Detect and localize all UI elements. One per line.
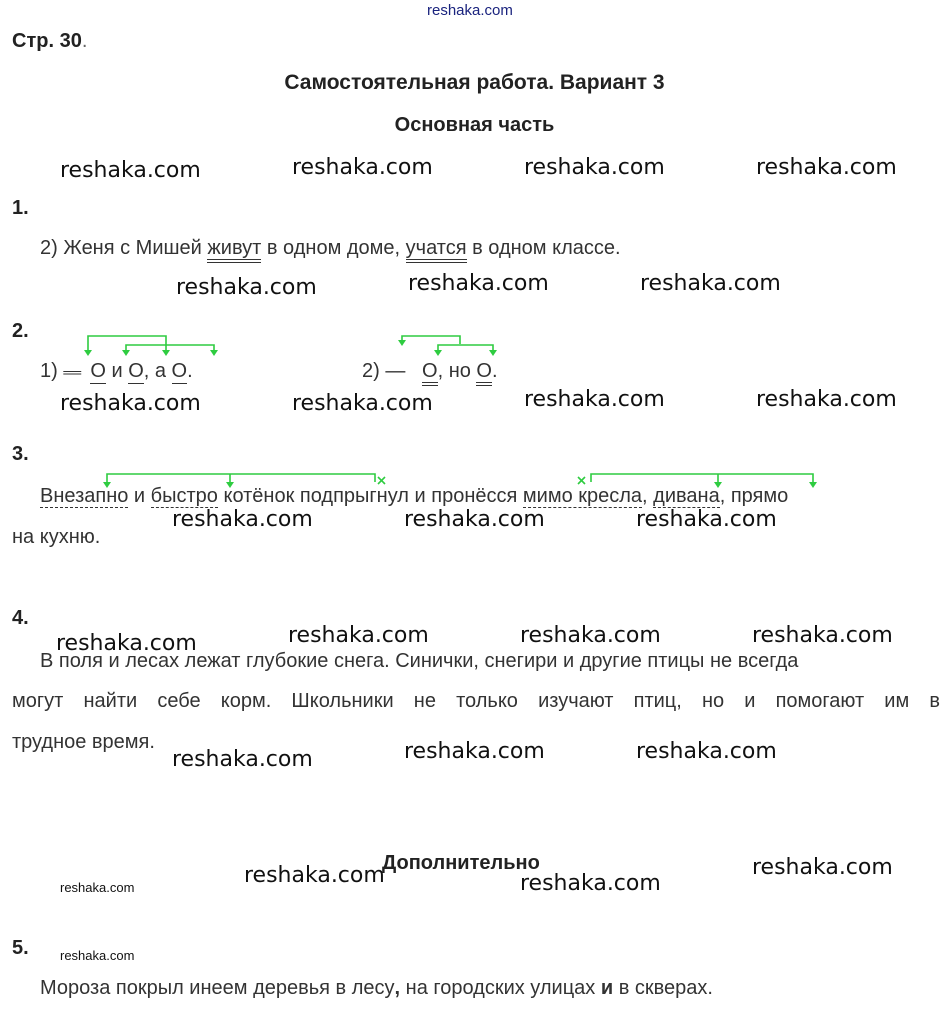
scheme1-comma-a: , а xyxy=(143,360,172,382)
watermark: reshaka.com xyxy=(756,387,897,412)
task3-bracket-2 xyxy=(591,474,813,484)
task3-t1: и xyxy=(128,485,151,507)
watermark: reshaka.com xyxy=(524,387,665,412)
predicate-1: живут xyxy=(207,237,261,263)
adverbial-1: Внезапно xyxy=(40,485,129,507)
watermark: reshaka.com xyxy=(636,507,777,532)
watermark: reshaka.com xyxy=(292,391,433,416)
watermark: reshaka.com xyxy=(244,863,385,888)
watermark: reshaka.com xyxy=(756,155,897,180)
watermark: reshaka.com xyxy=(520,871,661,896)
scheme2-dot: . xyxy=(491,360,498,382)
watermark: reshaka.com xyxy=(408,271,549,296)
watermark: reshaka.com xyxy=(520,623,661,648)
adverbial-3: мимо кресла xyxy=(522,485,643,507)
watermark: reshaka.com xyxy=(60,158,201,183)
predicate-2: учатся xyxy=(406,237,467,263)
watermark: reshaka.com xyxy=(640,271,781,296)
top-watermark[interactable]: reshaka.com xyxy=(427,2,513,19)
task3-line1 xyxy=(40,485,788,508)
watermark: reshaka.com xyxy=(172,507,313,532)
task4-line1: В поля и лесах лежат глубокие снега. Синички, снегири и другие птицы не всегда xyxy=(40,650,799,672)
task-number-1: 1. xyxy=(12,197,29,219)
task4-line3: трудное время. xyxy=(12,731,155,753)
watermark: reshaka.com xyxy=(172,747,313,772)
watermark: reshaka.com xyxy=(404,739,545,764)
homogeneous-member: О xyxy=(90,360,106,382)
scheme1-label: 1) xyxy=(40,360,58,382)
task-number-5: 5. xyxy=(12,937,29,959)
task-number-4: 4. xyxy=(12,607,29,629)
task-number-2: 2. xyxy=(12,320,29,342)
task-number-3: 3. xyxy=(12,443,29,465)
watermark: reshaka.com xyxy=(292,155,433,180)
scheme1-dot: . xyxy=(187,360,193,382)
scheme1-and: и xyxy=(105,360,129,382)
section-title: Основная часть xyxy=(394,114,555,136)
watermark: reshaka.com xyxy=(404,507,545,532)
task1-mid: в одном доме, xyxy=(261,237,406,259)
watermark: reshaka.com xyxy=(288,623,429,648)
arrowhead xyxy=(809,482,817,488)
homogeneous-member: О xyxy=(476,360,492,386)
watermark-small: reshaka.com xyxy=(60,948,135,963)
watermark: reshaka.com xyxy=(636,739,777,764)
task3-bracket-1 xyxy=(107,474,375,484)
task5-t3: в скверах. xyxy=(613,977,713,999)
page-title: Самостоятельная работа. Вариант 3 xyxy=(284,71,665,94)
task3-t2: котёнок подпрыгнул и пронёсся xyxy=(217,485,523,507)
adverbial-2: быстро xyxy=(150,485,218,507)
homogeneous-member: О xyxy=(171,360,188,382)
task5-t1: Мороза покрыл инеем деревья в лесу xyxy=(40,977,395,999)
watermark-small: reshaka.com xyxy=(60,880,135,895)
watermark: reshaka.com xyxy=(56,631,197,656)
task3-line2: на кухню. xyxy=(12,526,101,548)
task5-t2: на городских улицах xyxy=(400,977,601,999)
additional-title: Дополнительно xyxy=(382,852,540,874)
watermark: reshaka.com xyxy=(60,391,201,416)
watermark: reshaka.com xyxy=(524,155,665,180)
watermark: reshaka.com xyxy=(176,275,317,300)
page-number-text: Стр. 30 xyxy=(12,30,82,52)
task1-suffix: в одном классе. xyxy=(466,237,621,259)
homogeneous-member: О xyxy=(422,360,438,386)
task3-t3: , xyxy=(642,485,654,507)
task5-comma: , xyxy=(394,977,401,999)
adverbial-4: дивана xyxy=(653,485,720,507)
scheme2-label: 2) — xyxy=(362,360,406,382)
scheme1-predicate-mark: ══ xyxy=(63,364,80,380)
task5-and: и xyxy=(600,977,614,999)
page-dot: . xyxy=(81,30,88,52)
task1-prefix: 2) Женя с Мишей xyxy=(40,237,208,259)
task4-line2: могут найти себе корм. Школьники не только изучают птиц, но и помогают им в xyxy=(12,690,940,712)
task5-sentence xyxy=(40,977,713,1000)
watermark: reshaka.com xyxy=(752,623,893,648)
scheme2-comma-no: , но xyxy=(437,360,477,382)
watermark: reshaka.com xyxy=(752,855,893,880)
task3-t4: , прямо xyxy=(719,485,789,507)
homogeneous-member: О xyxy=(128,360,144,382)
